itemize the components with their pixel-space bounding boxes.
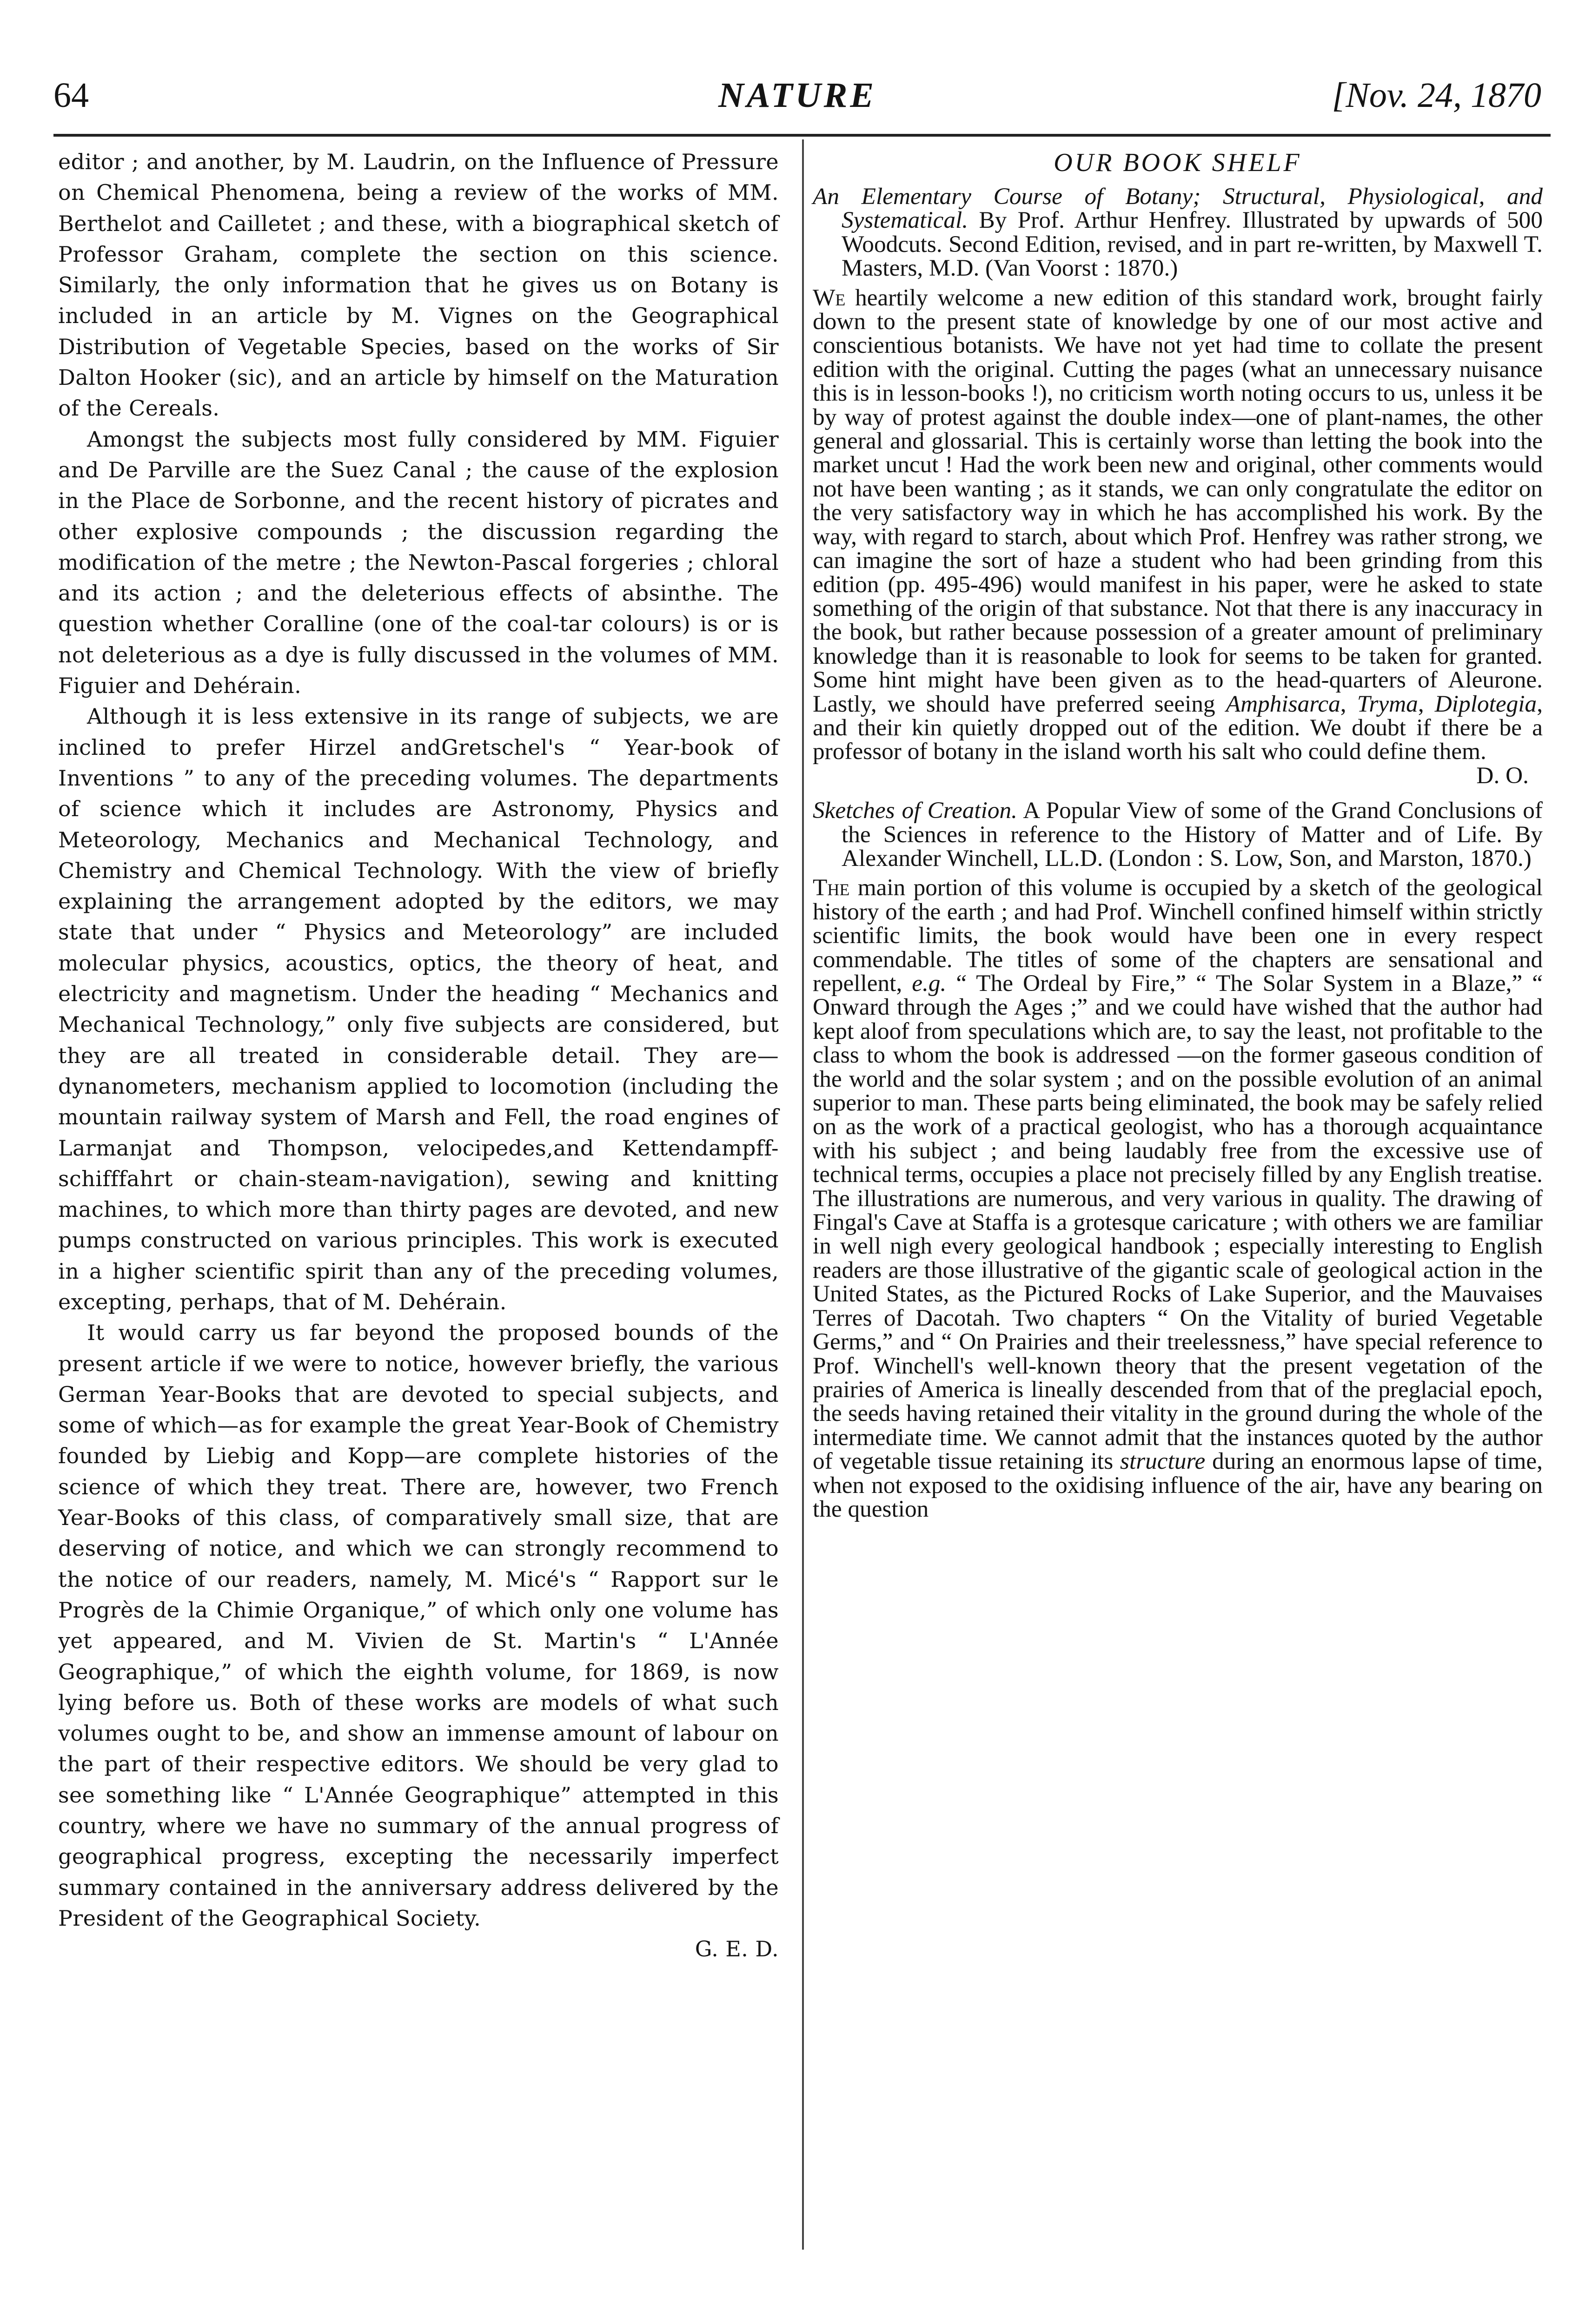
review-2-lead: The bbox=[813, 874, 850, 901]
review-2-text-a: main portion of this volume is occupied by a sketch of the geological history of the earth ; and had Prof. Winchell confined himself within strictly scientific limits, the book would have been one in every respect commendable. The titles of some of the chapters are sensational and repellent, bbox=[813, 874, 1543, 997]
review-1-genus-2: Tryma bbox=[1357, 690, 1418, 717]
issue-date: [Nov. 24, 1870 bbox=[1332, 76, 1541, 115]
review-2-text-c: during an enormous lapse of time, when not exposed to the oxidising influence of the air, have any bearing on the question bbox=[813, 1448, 1543, 1522]
page-number: 64 bbox=[53, 76, 89, 115]
right-column bbox=[813, 146, 1543, 1521]
left-paragraph-2: Amongst the subjects most fully considered by MM. Figuier and De Parville are the Suez Canal ; the cause of the explosion in the Place de Sorbonne, and the recent history of picrates and other explosive compounds ; the discussion regarding the modification of the metre ; the Newton-Pascal forgeries ; chloral and its action ; and the deleterious effects of absinthe. The question whether Coralline (one of the coal-tar colours) is or is not deleterious as a dye is fully discussed in the volumes of MM. Figuier and Dehérain. bbox=[58, 426, 779, 699]
book-reference-2 bbox=[813, 799, 1543, 870]
review-1-genus-3: Diplotegia bbox=[1434, 690, 1537, 717]
left-paragraph-4-text: It would carry us far beyond the proposed bounds of the present article if we were to notice, however briefly, the various German Year-Books that are devoted to special subjects, and some of which—as for example the great Year-Book of Chemistry founded by Liebig and Kopp—are complete histories of the science of which they treat. There are, however, two French Year-Books of this class, of comparatively small size, that are deserving of notice, and which we can strongly recommend to the notice of our readers, namely, M. Micé's “ Rapport sur le Progrès de la Chimie Organique,” of which only one volume has yet appeared, and M. Vivien de St. Martin's “ L'Année Geographique,” of which the eighth volume, for 1869, is now lying before us. Both of these works are models of what such volumes ought to be, and show an immense amount of labour on the part of their respective editors. We should be very glad to see something like “ L'Année Geographique” attempted in this country, where we have no summary of the annual progress of geographical progress, excepting the necessarily imperfect summary contained in the anniversary address delivered by the President of the Geographical Society. bbox=[58, 1320, 779, 1931]
book-title-1: An Elementary Course of Botany; Structural, Physiological, and Systematical. bbox=[813, 183, 1543, 234]
review-1-reviewer: D. O. bbox=[1476, 762, 1529, 789]
book-details-2: A Popular View of some of the Grand Conclusions of the Sciences in reference to the History of Matter and of Life. By Alexander Winchell, LL.D. (London : S. Low, Son, and Marston, 1870.) bbox=[842, 797, 1543, 872]
left-paragraph-1: editor ; and another, by M. Laudrin, on the Influence of Pressure on Chemical Phenomena, being a review of the works of MM. Berthelot and Cailletet ; and these, with a biographical sketch of Professor Graham, complete the section on this science. Similarly, the only information that he gives us on Botany is included in an article by M. Vignes on the Geographical Distribution of Vegetable Species, based on the works of Sir Dalton Hooker (sic), and an article by himself on the Maturation of the Cereals. bbox=[58, 149, 779, 421]
review-2 bbox=[813, 876, 1543, 1521]
review-1: We heartily welcome a new edition of this standard work, brought fairly down to the present state of knowledge by one of our most active and conscientious botanists. We have not yet had time to collate the present edition with the original. Cutting the pages (what an unnecessary nuisance this is in lesson-books !), no criticism worth noting occurs to us, unless it be by way of protest against the double index—one of plant-names, the other general and glossarial. This is certainly worse than letting the book into the market uncut ! Had the work been new and original, other comments would not have been wanting ; as it stands, we can only congratulate the editor on the very satisfactory way in which he has accomplished his work. By the way, with regard to starch, about which Prof. Henfrey was rather strong, we can imagine the sort of haze a student who had been grinding from this edition (pp. 495-496) would manifest in his paper, were he asked to state something of the origin of that substance. Not that there is any inaccuracy in the book, but rather because possession of a greater amount of preliminary knowledge than it is reasonable to look for seems to be taken for granted. Some hint might have been given as to the head-quarters of Aleurone. Lastly, we should have preferred seeing Amphisarca, Tryma, Diplotegia, and their kin quietly dropped out of the edition. We doubt if there be a professor of botany in the island worth his salt who could define them. D. O. bbox=[813, 284, 1543, 789]
review-1-genus-1: Amphisarca bbox=[1226, 690, 1340, 717]
left-column bbox=[58, 146, 779, 1965]
review-1-lead: We bbox=[813, 284, 846, 311]
section-title: OUR BOOK SHELF bbox=[1054, 148, 1302, 177]
book-title-2: Sketches of Creation. bbox=[813, 797, 1017, 824]
column-divider bbox=[802, 139, 804, 2250]
book-reference-1 bbox=[813, 185, 1543, 280]
left-signature: G. E. D. bbox=[695, 1936, 779, 1962]
left-paragraph-4 bbox=[58, 1317, 779, 1964]
left-paragraph-3: Although it is less extensive in its range of subjects, we are inclined to prefer Hirzel andGretschel's “ Year-book of Inventions ” to any of the preceding volumes. The departments of science which it includes are Astronomy, Physics and Meteorology, Mechanics and Mechanical Technology, and Chemistry and Chemical Technology. With the view of briefly explaining the arrangement adopted by the editors, we may state that under “ Physics and Meteorology” are included molecular physics, acoustics, optics, the theory of heat, and electricity and magnetism. Under the heading “ Mechanics and Mechanical Technology,” only five subjects are considered, but they are all treated in considerable detail. They are—dynanometers, mechanism applied to locomotion (including the mountain railway system of Marsh and Fell, the road engines of Larmanjat and Thompson, velocipedes,and Kettendampff-schifffahrt or chain-steam-navigation), sewing and knitting machines, to which more than thirty pages are devoted, and new pumps constructed on various principles. This work is executed in a higher scientific spirit than any of the preceding volumes, excepting, perhaps, that of M. Dehérain. bbox=[58, 704, 779, 1314]
book-details-1: By Prof. Arthur Henfrey. Illustrated by upwards of 500 Woodcuts. Second Edition, revised, and in part re-written, by Maxwell T. Masters, M.D. (Van Voorst : 1870.) bbox=[842, 207, 1543, 282]
review-2-text-b: “ The Ordeal by Fire,” “ The Solar System in a Blaze,” “ Onward through the Ages ;” and we could have wished that the author had kept aloof from speculations which are, to say the least, not profitable to the class to whom the book is addressed —on the former gaseous condition of the world and the solar system ; and on the possible evolution of an animal superior to man. These parts being eliminated, the book may be safely relied on as the work of a practical geologist, who has a thorough acquaintance with his subject ; and being laudably free from the excessive use of technical terms, occupies a place not precisely filled by any English treatise. The illustrations are numerous, and very various in quality. The drawing of Fingal's Cave at Staffa is a grotesque caricature ; with others we are familiar in well nigh every geological handbook ; especially interesting to English readers are those illustrative of the gigantic scale of geological action in the United States, as the Pictured Rocks of Lake Superior, and the Mauvaises Terres of Dacotah. Two chapters “ On the Vitality of buried Vegetable Germs,” and “ On Prairies and their treelessness,” have special reference to Prof. Winchell's well-known theory that the present vegetation of the prairies of America is lineally descended from that of the preglacial epoch, the seeds having retained their vitality in the ground during the whole of the intermediate time. We cannot admit that the instances quoted by the author of vegetable tissue retaining its bbox=[813, 970, 1543, 1475]
journal-title: NATURE bbox=[718, 76, 877, 115]
review-2-structure: structure bbox=[1120, 1448, 1206, 1475]
page-header bbox=[53, 70, 1541, 125]
review-1-text-a: heartily welcome a new edition of this standard work, brought fairly down to the present state of knowledge by one of our most active and conscientious botanists. We have not yet had time to collate the present edition with the original. Cutting the pages (what an unnecessary nuisance this is in lesson-books !), no criticism worth noting occurs to us, unless it be by way of protest against the double index—one of plant-names, the other general and glossarial. This is certainly worse than letting the book into the market uncut ! Had the work been new and original, other comments would not have been wanting ; as it stands, we can only congratulate the editor on the very satisfactory way in which he has accomplished his work. By the way, with regard to starch, about which Prof. Henfrey was rather strong, we can imagine the sort of haze a student who had been grinding from this edition (pp. 495-496) would manifest in his paper, were he asked to state something of the origin of that substance. Not that there is any inaccuracy in the book, but rather because possession of a greater amount of preliminary knowledge than it is reasonable to look for seems to be taken for granted. Some hint might have been given as to the head-quarters of Aleurone. Lastly, we should have preferred seeing bbox=[813, 284, 1543, 717]
header-rule bbox=[53, 134, 1551, 137]
review-1-text-b: and their kin quietly dropped out of the edition. We doubt if there be a professor of botany in the island worth his salt who could define them. bbox=[813, 714, 1543, 765]
review-2-eg: e.g. bbox=[912, 970, 947, 997]
